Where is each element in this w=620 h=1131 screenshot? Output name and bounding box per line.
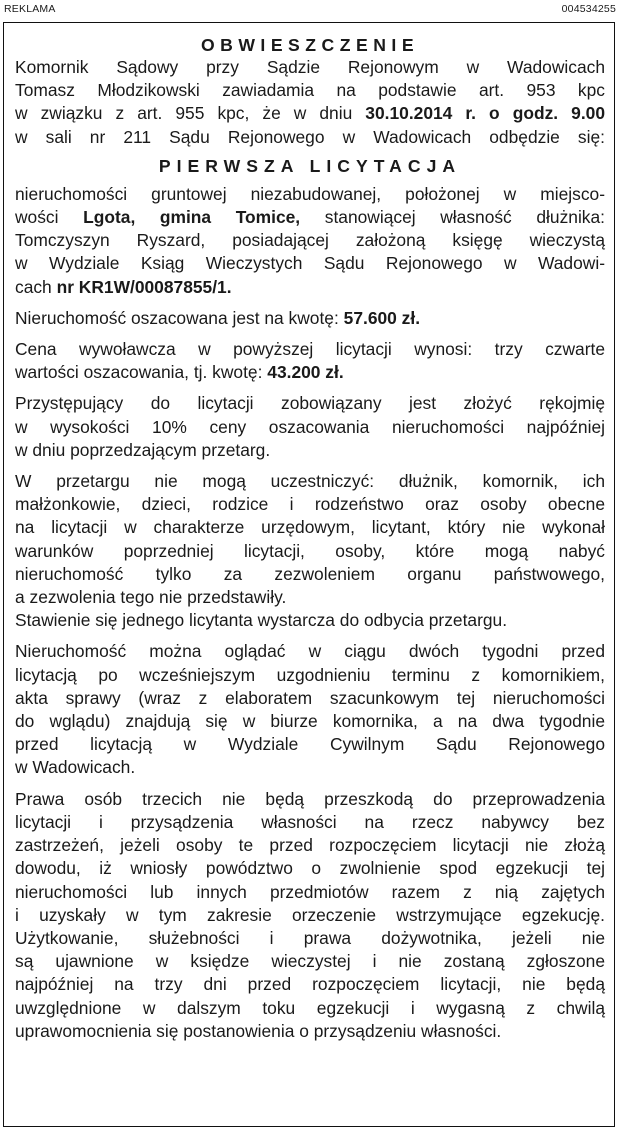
intro-line: Tomasz Młodzikowski zawiadamia na podstawie art. 953 kpc bbox=[15, 80, 605, 101]
deposit-paragraph: Przystępujący do licytacji zobowiązany jest złożyć rękojmię w wysokości 10% ceny oszacowania nieruchomości najpóźniej w dniu poprzedzającym przetarg. bbox=[15, 393, 605, 460]
starting-price-paragraph: Cena wywoławcza w powyższej licytacji wynosi: trzy czwarte wartości oszacowania, tj. kwotę: 43.200 zł. bbox=[15, 339, 605, 383]
intro-line: Komornik Sądowy przy Sądzie Rejonowym w Wadowicach bbox=[15, 57, 605, 77]
intro-line: w związku z art. 955 kpc, że w dniu 30.10.2014 r. o godz. 9.00 bbox=[15, 103, 605, 124]
exclusions-paragraph: W przetargu nie mogą uczestniczyć: dłużnik, komornik, ich małżonkowie, dzieci, rodzice i rodzeństwo oraz osoby obecne na licytacji w charakterze urzędowym, licytant, który nie wykonał warunków poprzedniej licytacji, osoby, które mogą nabyć nieruchomość tylko za zezwoleniem organu państwowego, a zezwolenia tego nie przedstawiły. Stawienie się jednego licytanta wystarcza do odbycia przetargu. bbox=[15, 471, 605, 631]
valuation-paragraph: Nieruchomość oszacowana jest na kwotę: 57.600 zł. bbox=[15, 307, 421, 328]
notice-content bbox=[15, 34, 605, 1043]
notice-subtitle: PIERWSZA LICYTACJA bbox=[158, 155, 462, 176]
top-bar bbox=[0, 0, 620, 22]
ad-code: 004534255 bbox=[561, 3, 616, 15]
valuation-amount: 57.600 zł. bbox=[343, 307, 421, 328]
advertisement-label: REKLAMA bbox=[4, 3, 56, 15]
property-location: Lgota, gmina Tomice, bbox=[83, 207, 301, 228]
notice-title: OBWIESZCZENIE bbox=[200, 35, 420, 55]
property-paragraph: nieruchomości gruntowej niezabudowanej, położonej w miejsco- wości Lgota, gmina Tomice, stanowiącej własność dłużnika: Tomczyszyn Ryszard, posiadającej założoną księgę wieczystą w Wydziale Ksiąg Wieczystych Sądu Rejonowego w Wadowi- cach nr KR1W/00087855/1. bbox=[15, 183, 606, 297]
land-register-number: nr KR1W/00087855/1. bbox=[56, 276, 232, 297]
starting-price-amount: 43.200 zł. bbox=[267, 362, 344, 383]
third-party-rights-paragraph: Prawa osób trzecich nie będą przeszkodą do przeprowadzenia licytacji i przysądzenia własności na rzecz nabywcy bez zastrzeżeń, jeżeli osoby te przed rozpoczęciem licytacji nie złożą dowodu, iż wniosły powództwo o zwolnienie spod egzekucji tej nieruchomości lub innych przedmiotów razem z nią zajętych i uzyskały w tym zakresie orzeczenie wstrzymujące egzekucję. Użytkowanie, służebności i prawa dożywotnika, jeżeli nie są ujawnione w księdze wieczystej i nie zostaną zgłoszone najpóźniej na trzy dni przed rozpoczęciem licytacji, nie będą uwzględnione w dalszym toku egzekucji i wygasną z chwilą uprawomocnienia się postanowienia o przysądzeniu własności. bbox=[15, 788, 605, 1041]
intro-paragraph bbox=[15, 56, 605, 149]
auction-date: 30.10.2014 r. o godz. 9.00 bbox=[365, 103, 605, 124]
intro-line: w sali nr 211 Sądu Rejonowego w Wadowicach odbędzie się: bbox=[15, 126, 605, 147]
inspection-paragraph: Nieruchomość można oglądać w ciągu dwóch tygodni przed licytacją po wcześniejszym uzgodnieniu terminu z komornikiem, akta sprawy (wraz z elaboratem szacunkowym tej nieruchomości do wglądu) znajdują się w biurze komornika, a na dwa tygodnie przed licytacją w Wydziale Cywilnym Sądu Rejonowego w Wadowicach. bbox=[15, 641, 605, 778]
